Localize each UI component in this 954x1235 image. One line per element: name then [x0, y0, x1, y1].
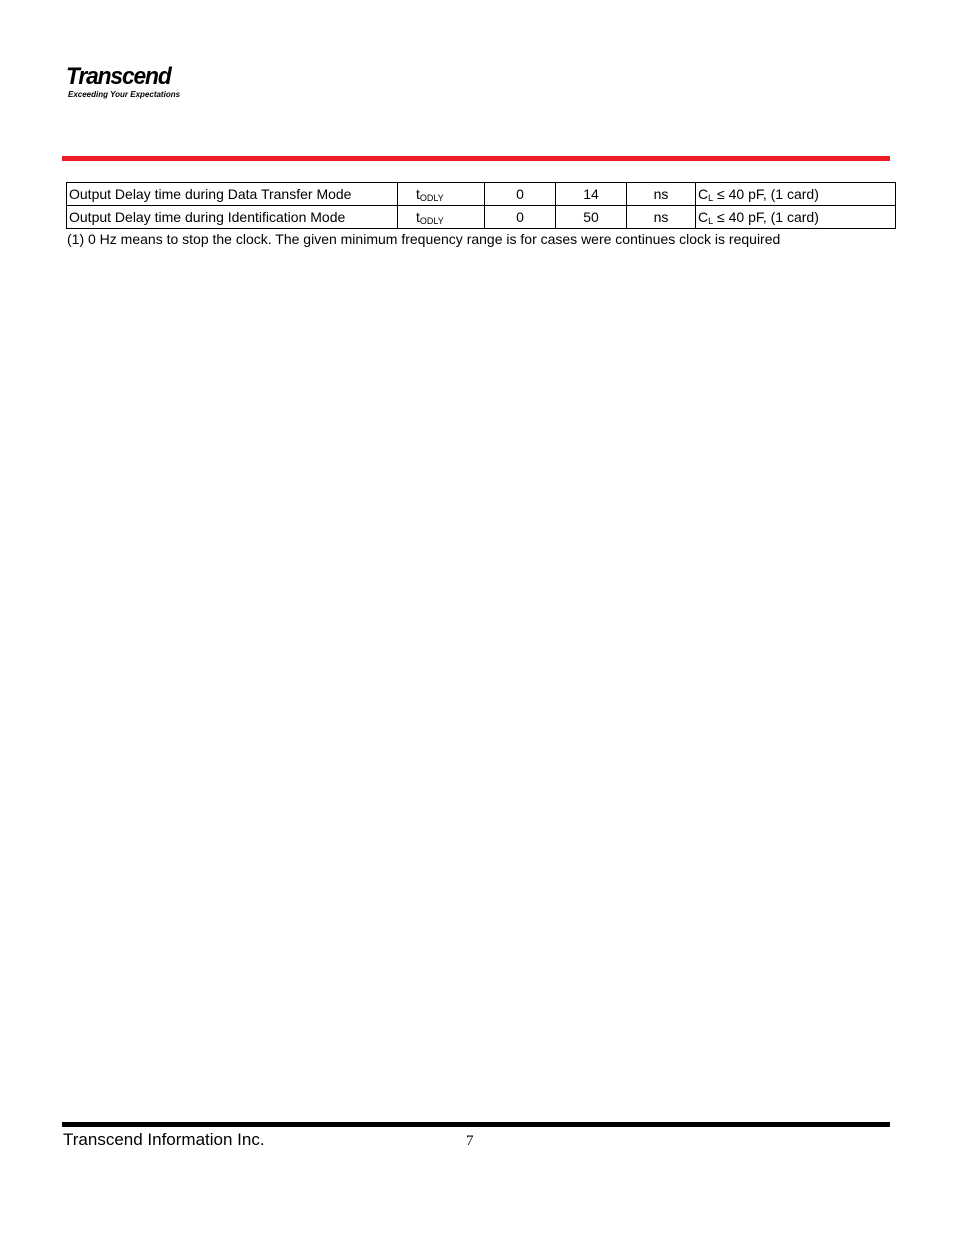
- condition-base: C: [698, 186, 709, 202]
- header-divider: [62, 156, 890, 161]
- condition-text: ≤ 40 pF, (1 card): [713, 186, 819, 202]
- condition-base: C: [698, 209, 709, 225]
- logo-tagline: Exceeding Your Expectations: [68, 90, 181, 99]
- symbol-subscript: ODLY: [419, 193, 444, 203]
- table-row: [67, 183, 896, 206]
- footer-divider: [62, 1122, 890, 1127]
- condition-cell: [696, 206, 896, 229]
- logo-wordmark: Transcend: [66, 63, 171, 90]
- symbol-subscript: ODLY: [419, 216, 444, 226]
- condition-subscript: L: [708, 216, 714, 226]
- condition-subscript: L: [708, 193, 714, 203]
- max-cell: 50: [556, 206, 627, 229]
- page-number: 7: [466, 1133, 474, 1149]
- min-cell: 0: [485, 183, 556, 206]
- footnote: (1) 0 Hz means to stop the clock. The given minimum frequency range is for cases were continues clock is required: [67, 231, 781, 247]
- symbol-cell: [398, 183, 485, 206]
- symbol-cell: [398, 206, 485, 229]
- condition-cell: [696, 183, 896, 206]
- symbol-base: t: [416, 209, 420, 225]
- footer-company: Transcend Information Inc.: [63, 1130, 265, 1149]
- parameter-cell: Output Delay time during Identification Mode: [67, 206, 398, 229]
- min-cell: 0: [485, 206, 556, 229]
- parameter-cell: Output Delay time during Data Transfer Mode: [67, 183, 398, 206]
- condition-text: ≤ 40 pF, (1 card): [713, 209, 819, 225]
- transcend-logo: [66, 64, 206, 100]
- max-cell: 14: [556, 183, 627, 206]
- table-row: [67, 206, 896, 229]
- symbol-base: t: [416, 186, 420, 202]
- unit-cell: ns: [627, 183, 696, 206]
- unit-cell: ns: [627, 206, 696, 229]
- timing-spec-table: [66, 182, 896, 229]
